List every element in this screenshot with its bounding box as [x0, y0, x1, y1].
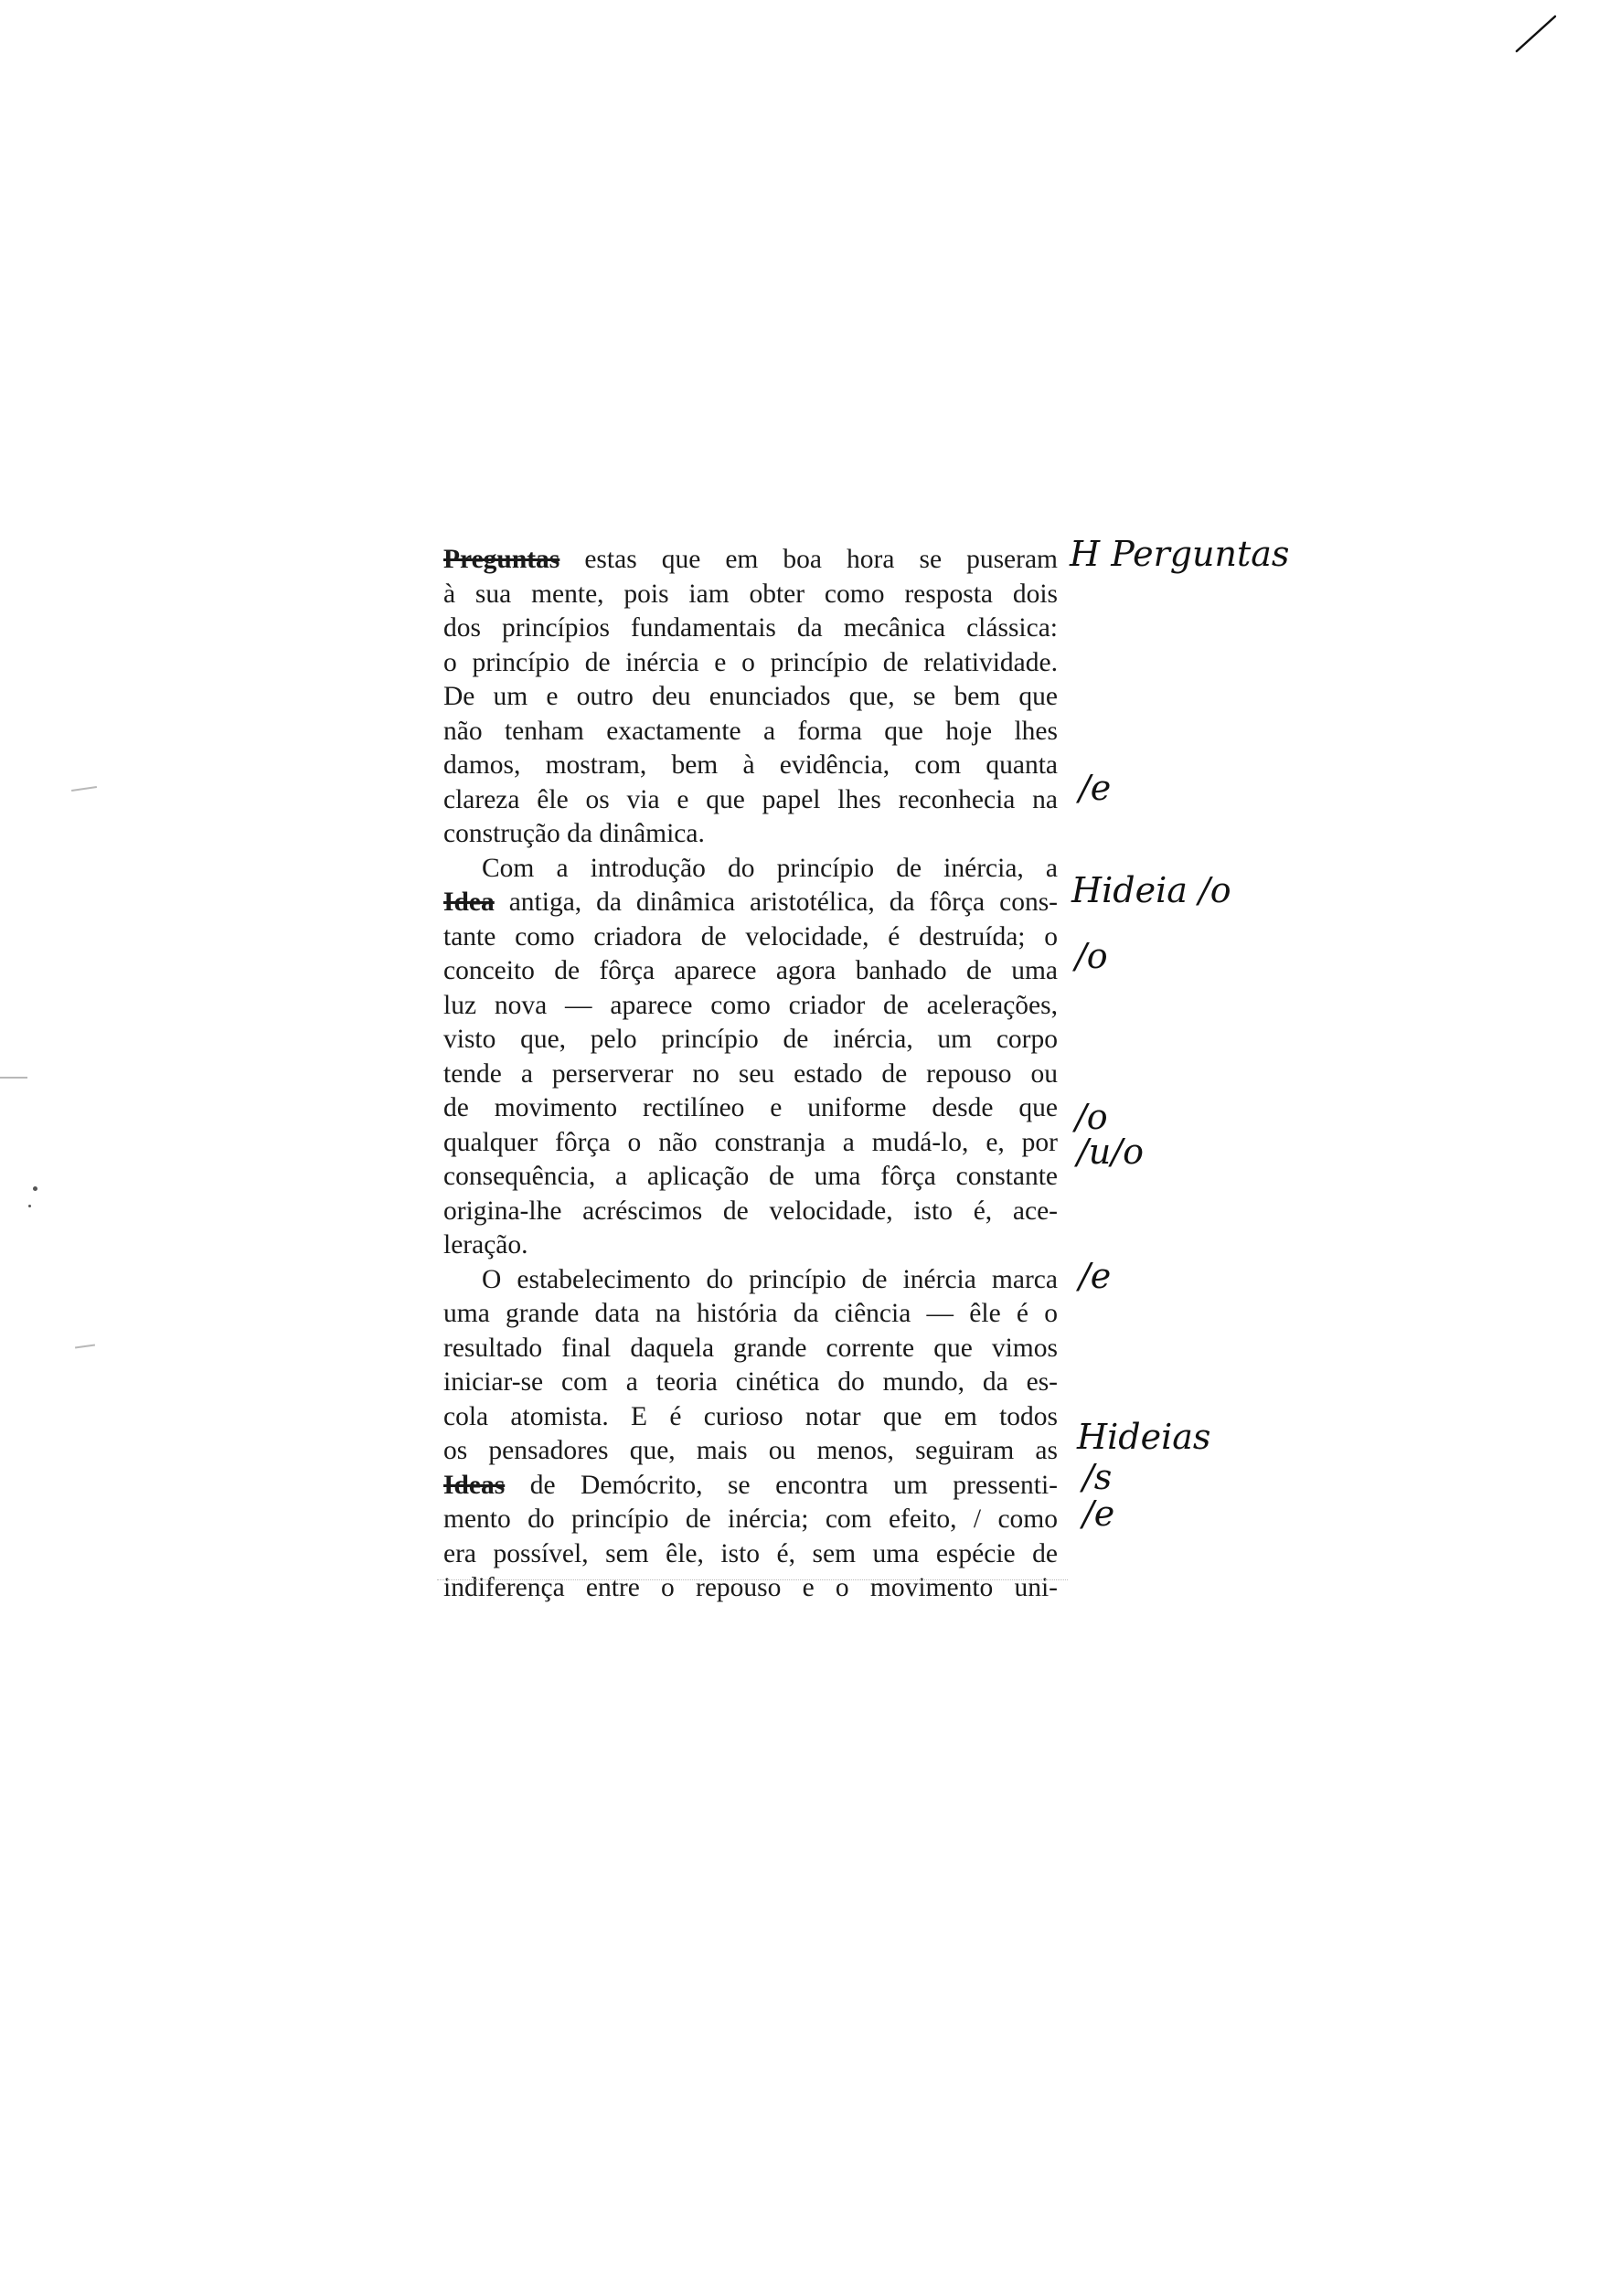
margin-note: /e [1079, 768, 1112, 808]
text-line: o princípio de inércia e o princípio de relatividade. [443, 647, 1058, 677]
text-line: à sua mente, pois iam obter como resposta dois [443, 579, 1058, 609]
text-line: De um e outro deu enunciados que, se bem que [443, 682, 1058, 711]
text-line: visto que, pelo princípio de inércia, um corpo [443, 1025, 1058, 1054]
text-line: leração. [443, 1230, 528, 1260]
text-line: conceito de fôrça aparece agora banhado de uma [443, 956, 1058, 985]
margin-note: H Perguntas [1070, 534, 1290, 574]
text-line [443, 1469, 1058, 1504]
text-line: cola atomista. E é curioso notar que em todos [443, 1401, 1058, 1431]
struck-word: Ideas [443, 1470, 506, 1500]
margin-note: /o [1075, 936, 1108, 976]
text-line: mento do princípio de inércia; com efeito, / como [443, 1504, 1058, 1534]
text-line: dos princípios fundamentais da mecânica clássica: [443, 613, 1058, 643]
text-line [443, 543, 1058, 578]
text-line: O estabelecimento do princípio de inércia marca [482, 1264, 1058, 1294]
text-line: construção da dinâmica. [443, 819, 705, 848]
text-line: indiferença entre o repouso e o movimento uni- [443, 1573, 1058, 1602]
scan-speck [33, 1186, 37, 1191]
text-line: clareza êle os via e que papel lhes reconhecia na [443, 784, 1058, 814]
text-line: os pensadores que, mais ou menos, seguiram as [443, 1436, 1058, 1465]
struck-word: Preguntas [443, 545, 560, 574]
text-line: tende a perserverar no seu estado de repouso ou [443, 1058, 1058, 1089]
margin-note: /e [1079, 1256, 1112, 1296]
text-line: Com a introdução do princípio de inércia, a [482, 853, 1058, 883]
text-line: consequência, a aplicação de uma fôrça constante [443, 1162, 1058, 1191]
margin-note: Hideias [1077, 1417, 1211, 1457]
corner-pen-mark [1513, 11, 1559, 57]
text-line: resultado final daquela grande corrente que vimos [443, 1333, 1058, 1363]
text-line: iniciar-se com a teoria cinética do mundo, da es- [443, 1367, 1058, 1397]
line-text: antiga, da dinâmica aristotélica, da fôrça cons- [508, 888, 1059, 917]
text-line: origina-lhe acréscimos de velocidade, isto é, ace- [443, 1196, 1058, 1226]
faint-scan-line [437, 1579, 1068, 1580]
margin-note: Hideia /o [1071, 870, 1231, 910]
line-text: estas que em boa hora se puseram [584, 545, 1059, 574]
margin-note: /u/o [1077, 1132, 1144, 1172]
scan-smudge [0, 1077, 27, 1079]
text-line: não tenham exactamente a forma que hoje lhes [443, 716, 1058, 746]
struck-word: Idea [443, 888, 495, 917]
text-line: era possível, sem êle, isto é, sem uma espécie de [443, 1538, 1058, 1568]
text-line: uma grande data na história da ciência — êle é o [443, 1299, 1058, 1328]
scan-smudge [71, 786, 97, 792]
printed-text-block [443, 543, 1058, 1606]
text-line: tante como criadora de velocidade, é destruída; o [443, 921, 1058, 951]
text-line: luz nova — aparece como criador de acelerações, [443, 990, 1058, 1020]
scan-speck [28, 1205, 31, 1207]
text-line [443, 886, 1058, 920]
text-line: qualquer fôrça o não constranja a mudá-lo, e, por [443, 1127, 1058, 1157]
margin-note: /o [1075, 1097, 1108, 1137]
margin-note: /s [1082, 1457, 1113, 1497]
text-line: de movimento rectilíneo e uniforme desde que [443, 1093, 1058, 1122]
margin-note: /e [1082, 1493, 1115, 1534]
text-line: damos, mostram, bem à evidência, com quanta [443, 750, 1058, 780]
line-text: de Demócrito, se encontra um pressenti- [529, 1470, 1058, 1500]
scan-smudge [75, 1344, 95, 1348]
